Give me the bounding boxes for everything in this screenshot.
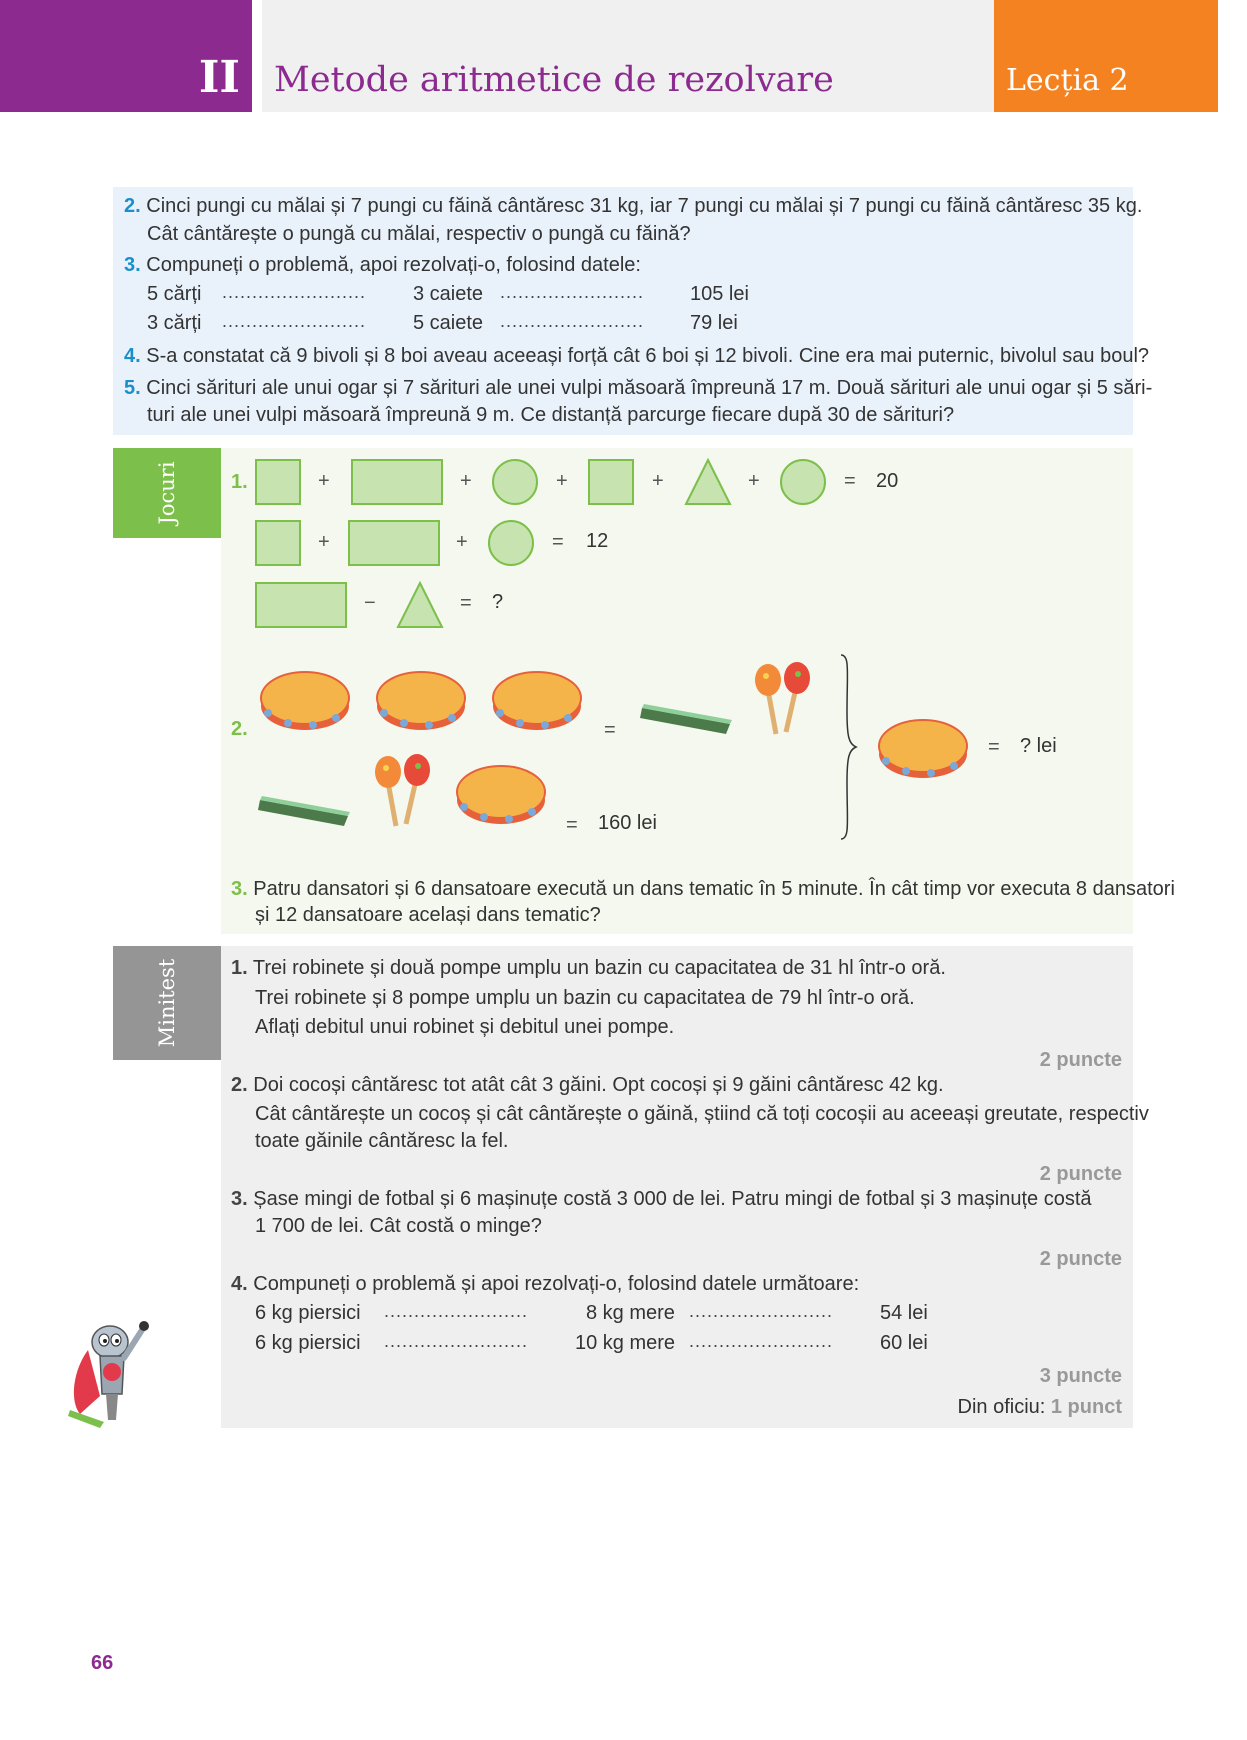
game-1-number: 1. [231,471,248,493]
harmonica-icon [638,698,734,738]
mt4-cell: 8 kg mere [586,1302,675,1324]
tambourine-icon [258,668,352,736]
plus-sign: + [318,470,330,492]
jocuri-label: Jocuri [155,461,179,525]
dotted-line: ........................ [222,282,367,302]
points-label: 2 puncte [1039,1163,1122,1185]
dotted-line: ........................ [500,282,645,302]
equals-sign: = [566,814,578,836]
minitest-item-2-line2: Cât cântărește un cocoș și cât cântărește o găină, știind că toți cocoșii au aceeași greutate, respectiv [255,1103,1149,1125]
result-question: ? [492,591,504,613]
equals-sign: = [604,719,616,741]
plus-sign: + [318,531,330,553]
minitest-tag [113,946,221,1060]
plus-sign: + [460,470,472,492]
dotted-line: ........................ [689,1331,834,1351]
rectangle-shape [348,520,440,566]
jocuri-tag [113,448,221,538]
plus-sign: + [748,470,760,492]
ex3-cell: 3 cărți [147,312,202,334]
game-2-number: 2. [231,718,248,740]
exercise-3: 3. Compuneți o problemă, apoi rezolvați-o, folosind datele: [124,254,641,276]
mt4-cell: 10 kg mere [575,1332,676,1354]
page-title: Metode aritmetice de rezolvare [274,60,834,100]
din-oficiu: Din oficiu: 1 punct [957,1396,1122,1418]
circle-shape [780,459,826,505]
equals-sign: = [844,470,856,492]
minitest-item-1-line2: Trei robinete și 8 pompe umplu un bazin cu capacitatea de 79 hl într-o oră. [255,987,915,1009]
exercise-2-line2: Cât cântărește o pungă cu mălai, respectiv o pungă cu făină? [147,223,691,245]
exercise-2: 2. Cinci pungi cu mălai și 7 pungi cu făină cântăresc 31 kg, iar 7 pungi cu mălai și 7 pungi cu făină cântăresc 35 kg. [124,195,1143,217]
dotted-line: ........................ [222,311,367,331]
curly-brace [838,652,860,842]
points-label: 3 puncte [1039,1365,1122,1387]
dotted-line: ........................ [500,311,645,331]
plus-sign: + [652,470,664,492]
maracas-icon [372,752,434,830]
plus-sign: + [556,470,568,492]
ex3-cell: 105 lei [690,283,749,305]
ex3-cell: 79 lei [690,312,738,334]
small-square-shape [255,520,301,566]
minitest-item-1: 1. Trei robinete și două pompe umplu un bazin cu capacitatea de 31 hl într-o oră. [231,957,946,979]
tambourine-icon [374,668,468,736]
minitest-label: Minitest [155,958,179,1048]
chapter-number: II [198,52,240,103]
ex3-cell: 5 caiete [413,312,484,334]
page-number: 66 [91,1652,114,1674]
rectangle-shape [351,459,443,505]
result-unknown-lei: ? lei [1020,735,1057,757]
lesson-badge [994,0,1218,112]
plus-sign: + [456,531,468,553]
lesson-label: Lecția 2 [1006,63,1129,98]
result-160-lei: 160 lei [598,812,657,834]
circle-shape [488,520,534,566]
tambourine-icon [490,668,584,736]
exercise-5-line2: turi ale unei vulpi măsoară împreună 9 m. Ce distanță parcurge fiecare după 30 de sărituri? [147,404,955,426]
circle-shape [492,459,538,505]
triangle-shape [684,458,732,506]
harmonica-icon [256,790,352,830]
dotted-line: ........................ [384,1331,529,1351]
mascot-pen-hero-icon [66,1310,158,1432]
mt4-cell: 6 kg piersici [255,1332,361,1354]
minitest-item-1-line3: Aflați debitul unui robinet și debitul unei pompe. [255,1016,675,1038]
dotted-line: ........................ [384,1301,529,1321]
game-3-line2: și 12 dansatoare același dans tematic? [255,904,601,926]
tambourine-icon [454,762,548,830]
minitest-item-3: 3. Șase mingi de fotbal și 6 mașinuțe costă 3 000 de lei. Patru mingi de fotbal și 3 mașinuțe costă [231,1188,1092,1210]
tambourine-icon [876,716,970,784]
dotted-line: ........................ [689,1301,834,1321]
points-label: 2 puncte [1039,1049,1122,1071]
equals-sign: = [552,531,564,553]
chapter-badge [0,0,252,112]
rectangle-shape [255,582,347,628]
small-square-shape [255,459,301,505]
triangle-shape [396,581,444,629]
result-12: 12 [586,530,609,552]
minitest-item-2: 2. Doi cocoși cântăresc tot atât cât 3 găini. Opt cocoși și 9 găini cântăresc 42 kg. [231,1074,944,1096]
exercise-5: 5. Cinci sărituri ale unui ogar și 7 sărituri ale unei vulpi măsoară împreună 17 m. Două sărituri ale unui ogar și 5 sări- [124,377,1153,399]
result-20: 20 [876,470,899,492]
minus-sign: − [364,592,376,614]
minitest-item-3-line2: 1 700 de lei. Cât costă o minge? [255,1215,542,1237]
mt4-cell: 54 lei [880,1302,928,1324]
maracas-icon [752,660,814,738]
equals-sign: = [460,592,472,614]
minitest-item-2-line3: toate găinile cântăresc la fel. [255,1130,509,1152]
minitest-item-4: 4. Compuneți o problemă și apoi rezolvați-o, folosind datele următoare: [231,1273,860,1295]
ex3-cell: 5 cărți [147,283,202,305]
mt4-cell: 60 lei [880,1332,928,1354]
game-3: 3. Patru dansatori și 6 dansatoare execută un dans tematic în 5 minute. În cât timp vor executa 8 dansatori [231,878,1175,900]
small-square-shape [588,459,634,505]
exercise-4: 4. S-a constatat că 9 bivoli și 8 boi aveau aceeași forță cât 6 boi și 12 bivoli. Cine era mai puternic, bivolul sau boul? [124,345,1150,367]
points-label: 2 puncte [1039,1248,1122,1270]
equals-sign: = [988,736,1000,758]
ex3-cell: 3 caiete [413,283,484,305]
mt4-cell: 6 kg piersici [255,1302,361,1324]
